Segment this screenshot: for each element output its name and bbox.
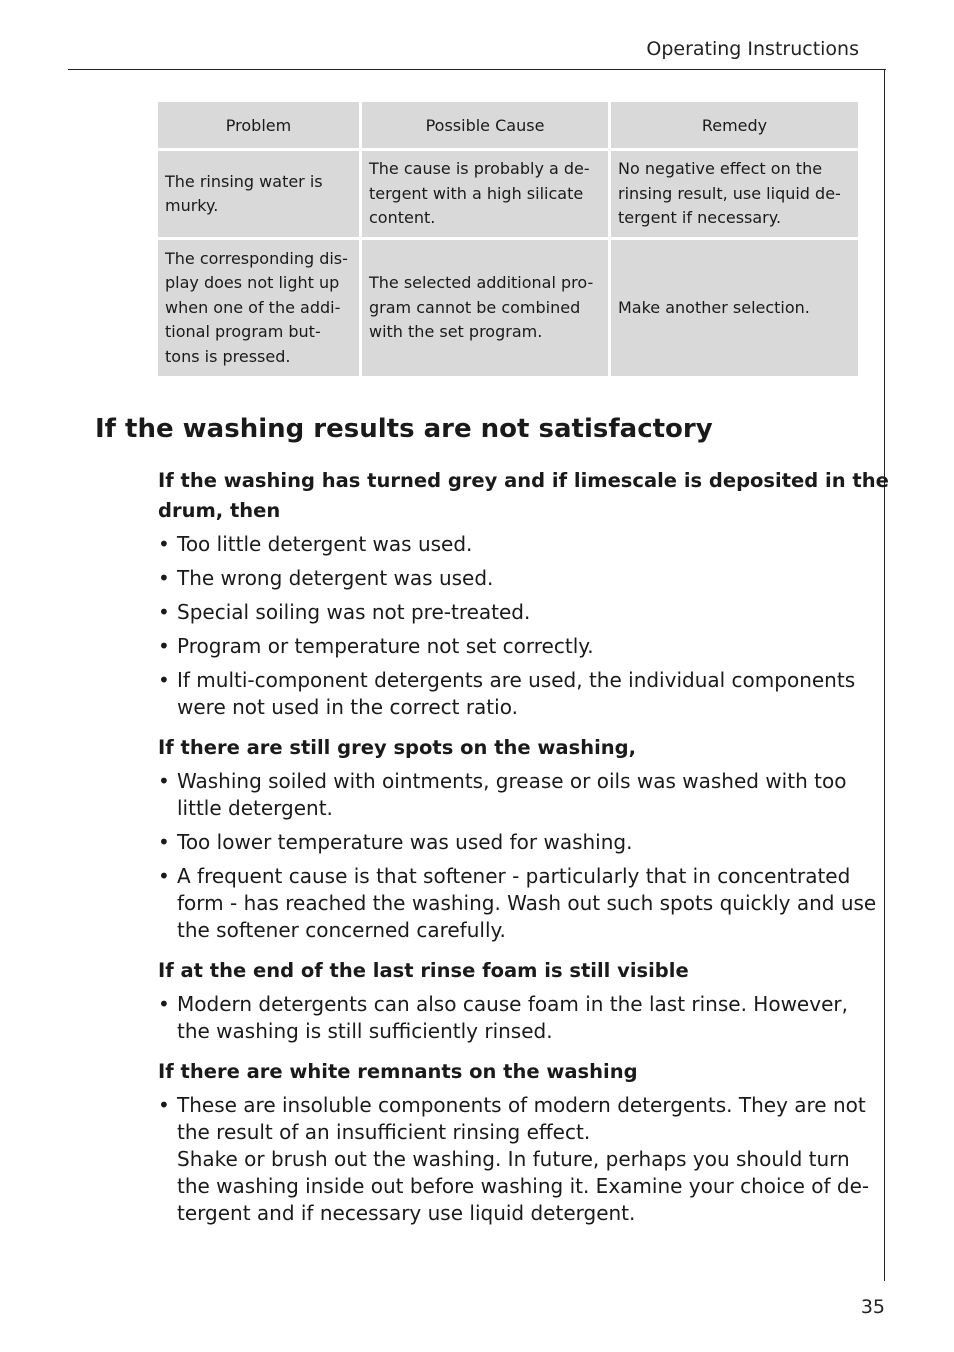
bullet-marker: • (158, 864, 170, 888)
item-line: were not used in the correct ratio. (177, 695, 518, 719)
item-line: Program or temperature not set correctly. (177, 634, 594, 658)
table-row (158, 240, 858, 376)
list-item (158, 863, 877, 944)
cell-text: The rinsing water is (165, 171, 323, 191)
subsection-heading (158, 466, 889, 526)
cell-text: The corresponding dis- (165, 248, 348, 268)
item-line: Too little detergent was used. (177, 532, 473, 556)
problem-cell (158, 240, 359, 376)
bullet-list (158, 531, 864, 721)
list-item (158, 667, 864, 721)
item-line: form - has reached the washing. Wash out such spots quickly and use (177, 891, 877, 915)
cause-cell (362, 240, 608, 376)
bullet-marker: • (158, 1093, 170, 1117)
list-item (158, 768, 864, 822)
bullet-list (158, 991, 864, 1045)
remedy-cell (611, 240, 858, 376)
header-rule (68, 69, 886, 70)
subsection-heading (158, 956, 864, 986)
cell-text: rinsing result, use liquid de- (618, 183, 841, 203)
item-line: A frequent cause is that softener - particularly that in concentrated (177, 864, 851, 888)
bullet-marker: • (158, 566, 170, 590)
item-line: the washing is still sufficiently rinsed. (177, 1019, 553, 1043)
cell-text: tional program but- (165, 322, 321, 342)
cell-text: gram cannot be combined (369, 297, 581, 317)
bullet-marker: • (158, 532, 170, 556)
item-line: Washing soiled with ointments, grease or oils was washed with too (177, 769, 847, 793)
cell-text: tergent if necessary. (618, 208, 782, 228)
heading-line: If there are still grey spots on the washing, (158, 736, 637, 759)
cell-text: content. (369, 208, 436, 228)
bullet-marker: • (158, 600, 170, 624)
margin-rule (884, 69, 885, 1281)
heading-line: If at the end of the last rinse foam is still visible (158, 959, 689, 982)
running-header: Operating Instructions (646, 38, 859, 60)
list-item (158, 829, 864, 856)
cell-text: tergent with a high silicate (369, 183, 584, 203)
item-line: the softener concerned carefully. (177, 918, 506, 942)
column-header-remedy: Remedy (611, 102, 858, 148)
heading-line: If there are white remnants on the washing (158, 1060, 638, 1083)
bullet-marker: • (158, 634, 170, 658)
item-line: Shake or brush out the washing. In future, perhaps you should turn (177, 1147, 850, 1171)
troubleshooting-table (155, 99, 861, 379)
item-line: These are insoluble components of modern detergents. They are not (177, 1093, 866, 1117)
column-header-problem: Problem (158, 102, 359, 148)
heading-line: drum, then (158, 499, 281, 522)
cause-cell (362, 151, 608, 237)
cell-text: Make another selection. (618, 297, 810, 317)
list-item (158, 633, 864, 660)
cell-text: with the set program. (369, 322, 543, 342)
bullet-list (158, 1092, 870, 1227)
cell-text: murky. (165, 196, 219, 215)
item-line: little detergent. (177, 796, 333, 820)
bullet-marker: • (158, 668, 170, 692)
item-line: The wrong detergent was used. (177, 566, 494, 590)
problem-cell (158, 151, 359, 237)
item-line: Modern detergents can also cause foam in the last rinse. However, (177, 992, 848, 1016)
item-line: tergent and if necessary use liquid detergent. (177, 1201, 636, 1225)
item-line: the washing inside out before washing it. Examine your choice of de- (177, 1174, 870, 1198)
cell-text: The selected additional pro- (369, 273, 594, 293)
subsection-heading (158, 733, 864, 763)
item-line: Too lower temperature was used for washing. (177, 830, 633, 854)
subsection-heading (158, 1057, 864, 1087)
section-body (158, 466, 889, 1227)
cell-text: tons is pressed. (165, 346, 291, 366)
item-line: If multi-component detergents are used, the individual components (177, 668, 856, 692)
item-line: the result of an insufficient rinsing effect. (177, 1120, 591, 1144)
list-item (158, 531, 864, 558)
heading-line: If the washing has turned grey and if limescale is deposited in the (158, 469, 889, 492)
cell-text: The cause is probably a de- (369, 159, 590, 179)
bullet-marker: • (158, 992, 170, 1016)
bullet-list (158, 768, 877, 944)
cell-text: play does not light up (165, 273, 340, 293)
column-header-cause: Possible Cause (362, 102, 608, 148)
list-item (158, 599, 864, 626)
cell-text: No negative effect on the (618, 159, 823, 179)
item-line: Special soiling was not pre-treated. (177, 600, 531, 624)
list-item (158, 565, 864, 592)
section-title: If the washing results are not satisfactory (95, 414, 713, 444)
page-number: 35 (860, 1296, 885, 1318)
table-row (158, 151, 858, 237)
bullet-marker: • (158, 769, 170, 793)
list-item (158, 991, 864, 1045)
cell-text: when one of the addi- (165, 297, 341, 317)
remedy-cell (611, 151, 858, 237)
bullet-marker: • (158, 830, 170, 854)
table-header-row (158, 102, 858, 148)
list-item (158, 1092, 870, 1227)
